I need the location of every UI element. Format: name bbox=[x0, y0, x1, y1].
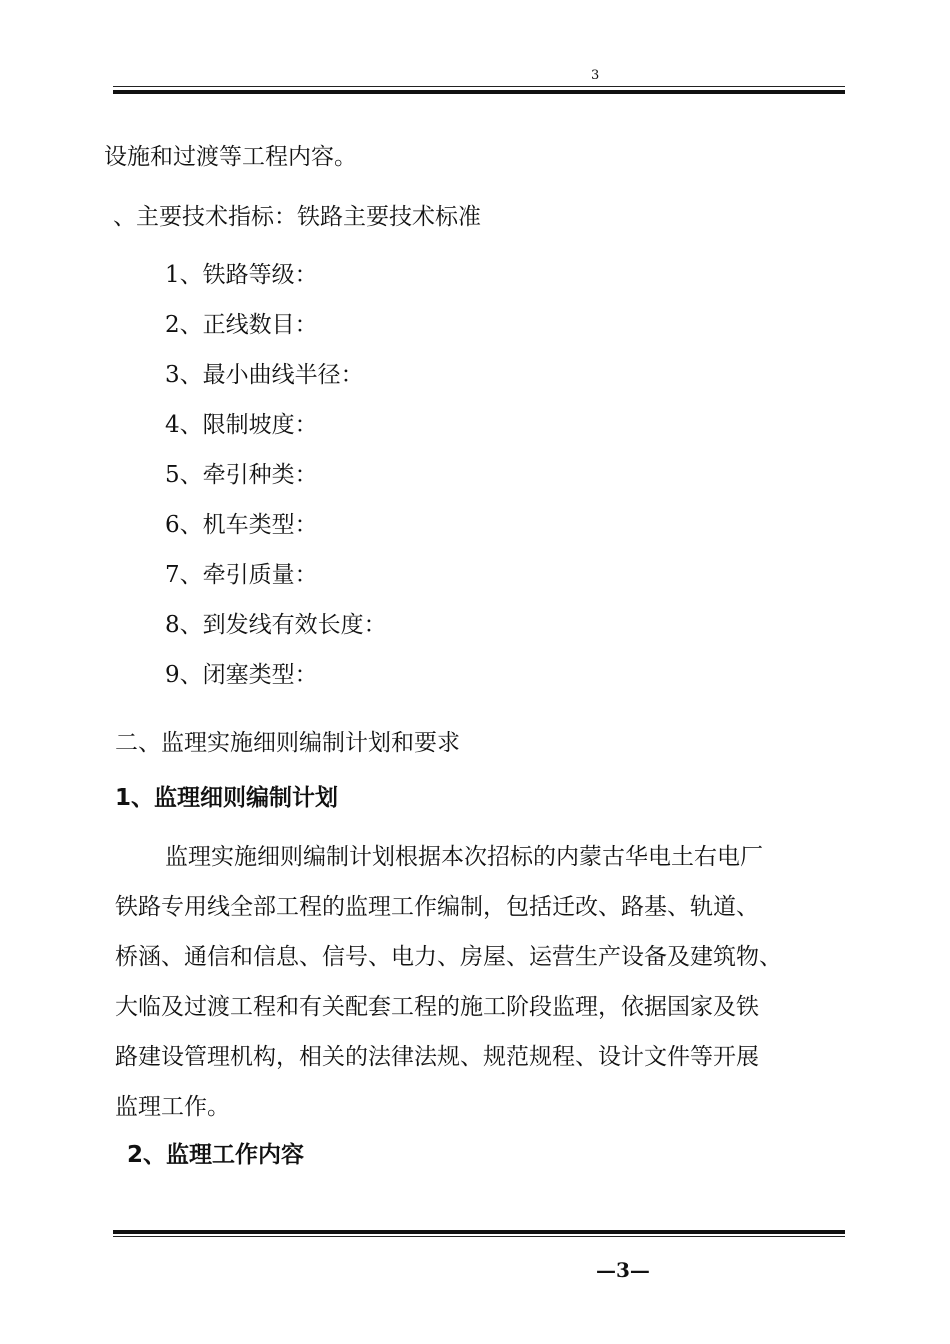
list-item: 2、正线数目： bbox=[165, 312, 318, 338]
list-item: 1、铁路等级： bbox=[165, 262, 318, 288]
paragraph-line: 监理工作。 bbox=[115, 1094, 230, 1120]
list-item: 3、最小曲线半径： bbox=[165, 362, 364, 388]
header-rule-thick bbox=[113, 90, 845, 94]
footer-page-number: —3— bbox=[596, 1258, 650, 1282]
list-item: 5、牵引种类： bbox=[165, 462, 318, 488]
paragraph-line: 铁路专用线全部工程的监理工作编制，包括迁改、路基、轨道、 bbox=[115, 894, 759, 920]
paragraph-line: 路建设管理机构，相关的法律法规、规范规程、设计文件等开展 bbox=[115, 1044, 759, 1070]
section-2-heading: 二、监理实施细则编制计划和要求 bbox=[115, 730, 460, 756]
tech-indicators-heading: 、主要技术指标：铁路主要技术标准 bbox=[113, 204, 481, 230]
header-page-number: 3 bbox=[591, 68, 600, 83]
subsection-1-heading: 1、监理细则编制计划 bbox=[115, 785, 339, 811]
list-item: 4、限制坡度： bbox=[165, 412, 318, 438]
header-rule-thin bbox=[113, 86, 845, 87]
list-item: 7、牵引质量： bbox=[165, 562, 318, 588]
paragraph-line: 大临及过渡工程和有关配套工程的施工阶段监理，依据国家及铁 bbox=[115, 994, 759, 1020]
paragraph-line: 桥涵、通信和信息、信号、电力、房屋、运营生产设备及建筑物、 bbox=[115, 944, 782, 970]
list-item: 9、闭塞类型： bbox=[165, 662, 318, 688]
footer-rule-thick bbox=[113, 1230, 845, 1234]
subsection-2-heading: 2、监理工作内容 bbox=[127, 1142, 305, 1168]
list-item: 6、机车类型： bbox=[165, 512, 318, 538]
paragraph-line: 监理实施细则编制计划根据本次招标的内蒙古华电土右电厂 bbox=[165, 844, 763, 870]
list-item: 8、到发线有效长度： bbox=[165, 612, 387, 638]
footer-rule-thin bbox=[113, 1236, 845, 1237]
continuation-text: 设施和过渡等工程内容。 bbox=[104, 144, 357, 170]
